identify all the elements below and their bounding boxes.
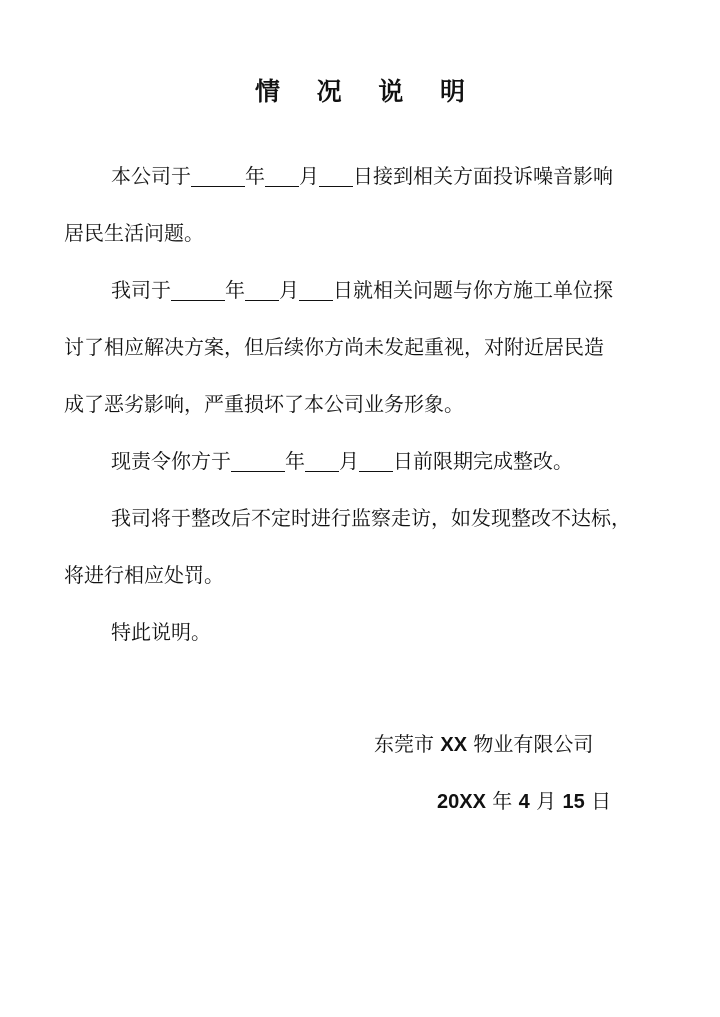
paragraph-2-line-1: 我司于 年 月 日就相关问题与你方施工单位探 xyxy=(111,278,613,302)
page-title: 情 况 说 明 xyxy=(254,77,480,106)
blank-year xyxy=(231,451,285,472)
blank-month xyxy=(265,166,299,187)
blank-month xyxy=(245,280,279,301)
blank-month xyxy=(305,451,339,472)
signature-company: 东莞市 XX 物业有限公司 xyxy=(374,732,594,756)
blank-year xyxy=(191,166,245,187)
paragraph-3: 现责令你方于 年 月 日前限期完成整改。 xyxy=(111,449,573,473)
signature-date: 20XX 年 4 月 15 日 xyxy=(437,789,612,813)
blank-day xyxy=(359,451,393,472)
paragraph-4-line-2: 将进行相应处罚。 xyxy=(64,563,224,587)
paragraph-2-line-2: 讨了相应解决方案，但后续你方尚未发起重视，对附近居民造 xyxy=(64,335,604,359)
paragraph-5: 特此说明。 xyxy=(111,620,211,644)
blank-year xyxy=(171,280,225,301)
paragraph-1-line-2: 居民生活问题。 xyxy=(64,221,204,245)
blank-day xyxy=(319,166,353,187)
blank-day xyxy=(299,280,333,301)
paragraph-2-line-3: 成了恶劣影响，严重损坏了本公司业务形象。 xyxy=(64,392,464,416)
paragraph-4-line-1: 我司将于整改后不定时进行监察走访，如发现整改不达标， xyxy=(111,506,631,530)
paragraph-1-line-1: 本公司于 年 月 日接到相关方面投诉噪音影响 xyxy=(111,164,613,188)
